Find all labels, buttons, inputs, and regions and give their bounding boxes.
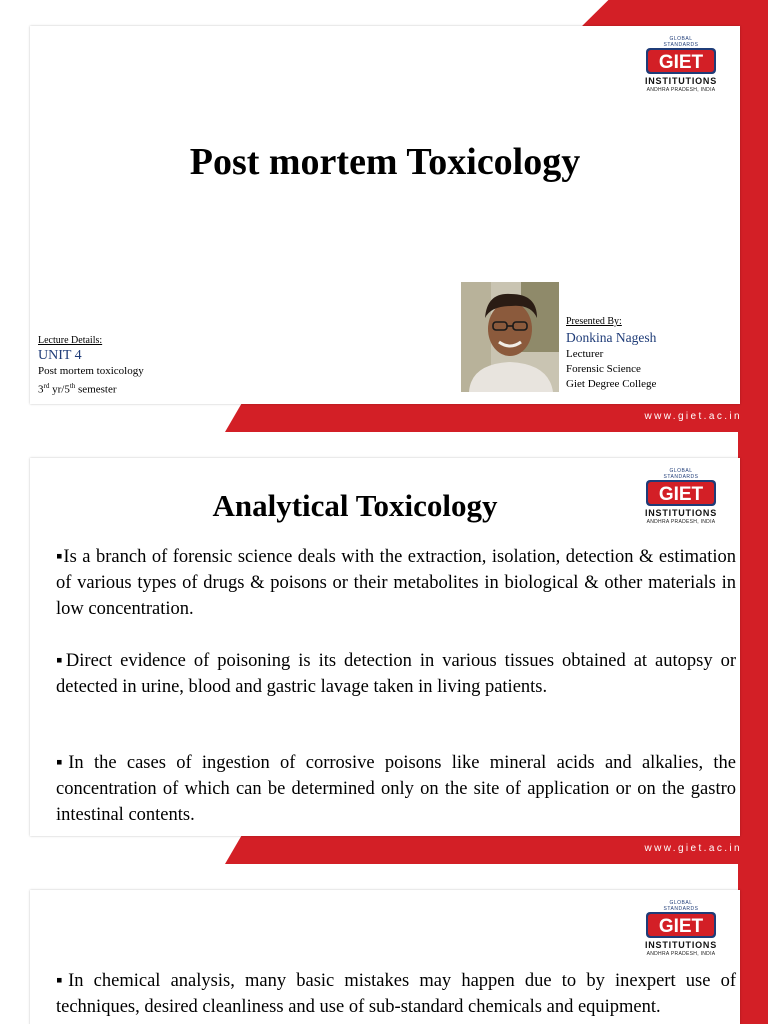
lecture-semester: 3rd yr/5th semester — [38, 382, 117, 396]
presenter-details — [566, 314, 746, 392]
logo-region: ANDHRA PRADESH, INDIA — [646, 951, 716, 957]
slide-1-panel — [30, 26, 740, 404]
slide-2 — [0, 432, 768, 864]
logo-arc-text: GLOBAL STANDARDS — [663, 900, 699, 912]
logo-region: ANDHRA PRADESH, INDIA — [646, 519, 716, 525]
logo-arc-text: GLOBAL STANDARDS — [663, 468, 699, 480]
website-url[interactable]: www.giet.ac.in — [644, 843, 742, 854]
logo-arc-text: GLOBAL STANDARDS — [663, 36, 699, 48]
bullet-1: ▪Is a branch of forensic science deals with the extraction, isolation, detection & estimation of various types of drugs & poisons or their metabolites in biological & other materials in low concentration. — [56, 547, 736, 619]
logo-institutions: INSTITUTIONS — [644, 940, 718, 950]
logo-letters: GIET — [658, 484, 704, 505]
red-side-strip — [738, 864, 768, 1024]
slide-3 — [0, 864, 768, 1024]
logo-letters: GIET — [658, 916, 704, 937]
slide-2-panel — [30, 458, 740, 836]
giet-logo-mark-icon — [646, 912, 716, 938]
red-side-strip — [738, 432, 768, 864]
website-url[interactable]: www.giet.ac.in — [644, 411, 742, 422]
giet-logo — [636, 900, 726, 960]
bullet-3: ▪In the cases of ingestion of corrosive poisons like mineral acids and alkalies, the concentration of which can be determined only on the site of application or on the gastro intestinal contents. — [56, 753, 736, 825]
bullet-1: ▪In chemical analysis, many basic mistakes may happen due to by inexpert use of techniques, desired cleanliness and use of sub-standard chemicals and equipment. — [56, 971, 736, 1017]
unit-label: UNIT 4 — [38, 348, 82, 363]
lecture-topic: Post mortem toxicology — [38, 365, 144, 377]
slide-1-title: Post mortem Toxicology — [189, 141, 581, 183]
logo-letters: GIET — [658, 52, 704, 73]
presenter-photo — [461, 282, 559, 392]
lecture-details — [38, 333, 238, 398]
presenter-role: Lecturer — [566, 348, 604, 360]
logo-institutions: INSTITUTIONS — [644, 76, 718, 86]
presenter-dept: Forensic Science — [566, 363, 641, 375]
logo-institutions: INSTITUTIONS — [644, 508, 718, 518]
giet-logo — [636, 36, 726, 96]
slide-3-panel — [30, 890, 740, 1024]
slide-1 — [0, 0, 768, 432]
presenter-college: Giet Degree College — [566, 378, 657, 390]
giet-logo-mark-icon — [646, 48, 716, 74]
lecture-details-heading: Lecture Details: — [38, 335, 103, 346]
presented-by-heading: Presented By: — [566, 316, 622, 327]
presenter-name: Donkina Nagesh — [566, 330, 657, 345]
slide-2-title: Analytical Toxicology — [212, 488, 498, 523]
logo-region: ANDHRA PRADESH, INDIA — [646, 87, 716, 93]
bullet-2: ▪Direct evidence of poisoning is its detection in various tissues obtained at autopsy or detected in urine, blood and gastric lavage taken in living patients. — [56, 651, 736, 697]
